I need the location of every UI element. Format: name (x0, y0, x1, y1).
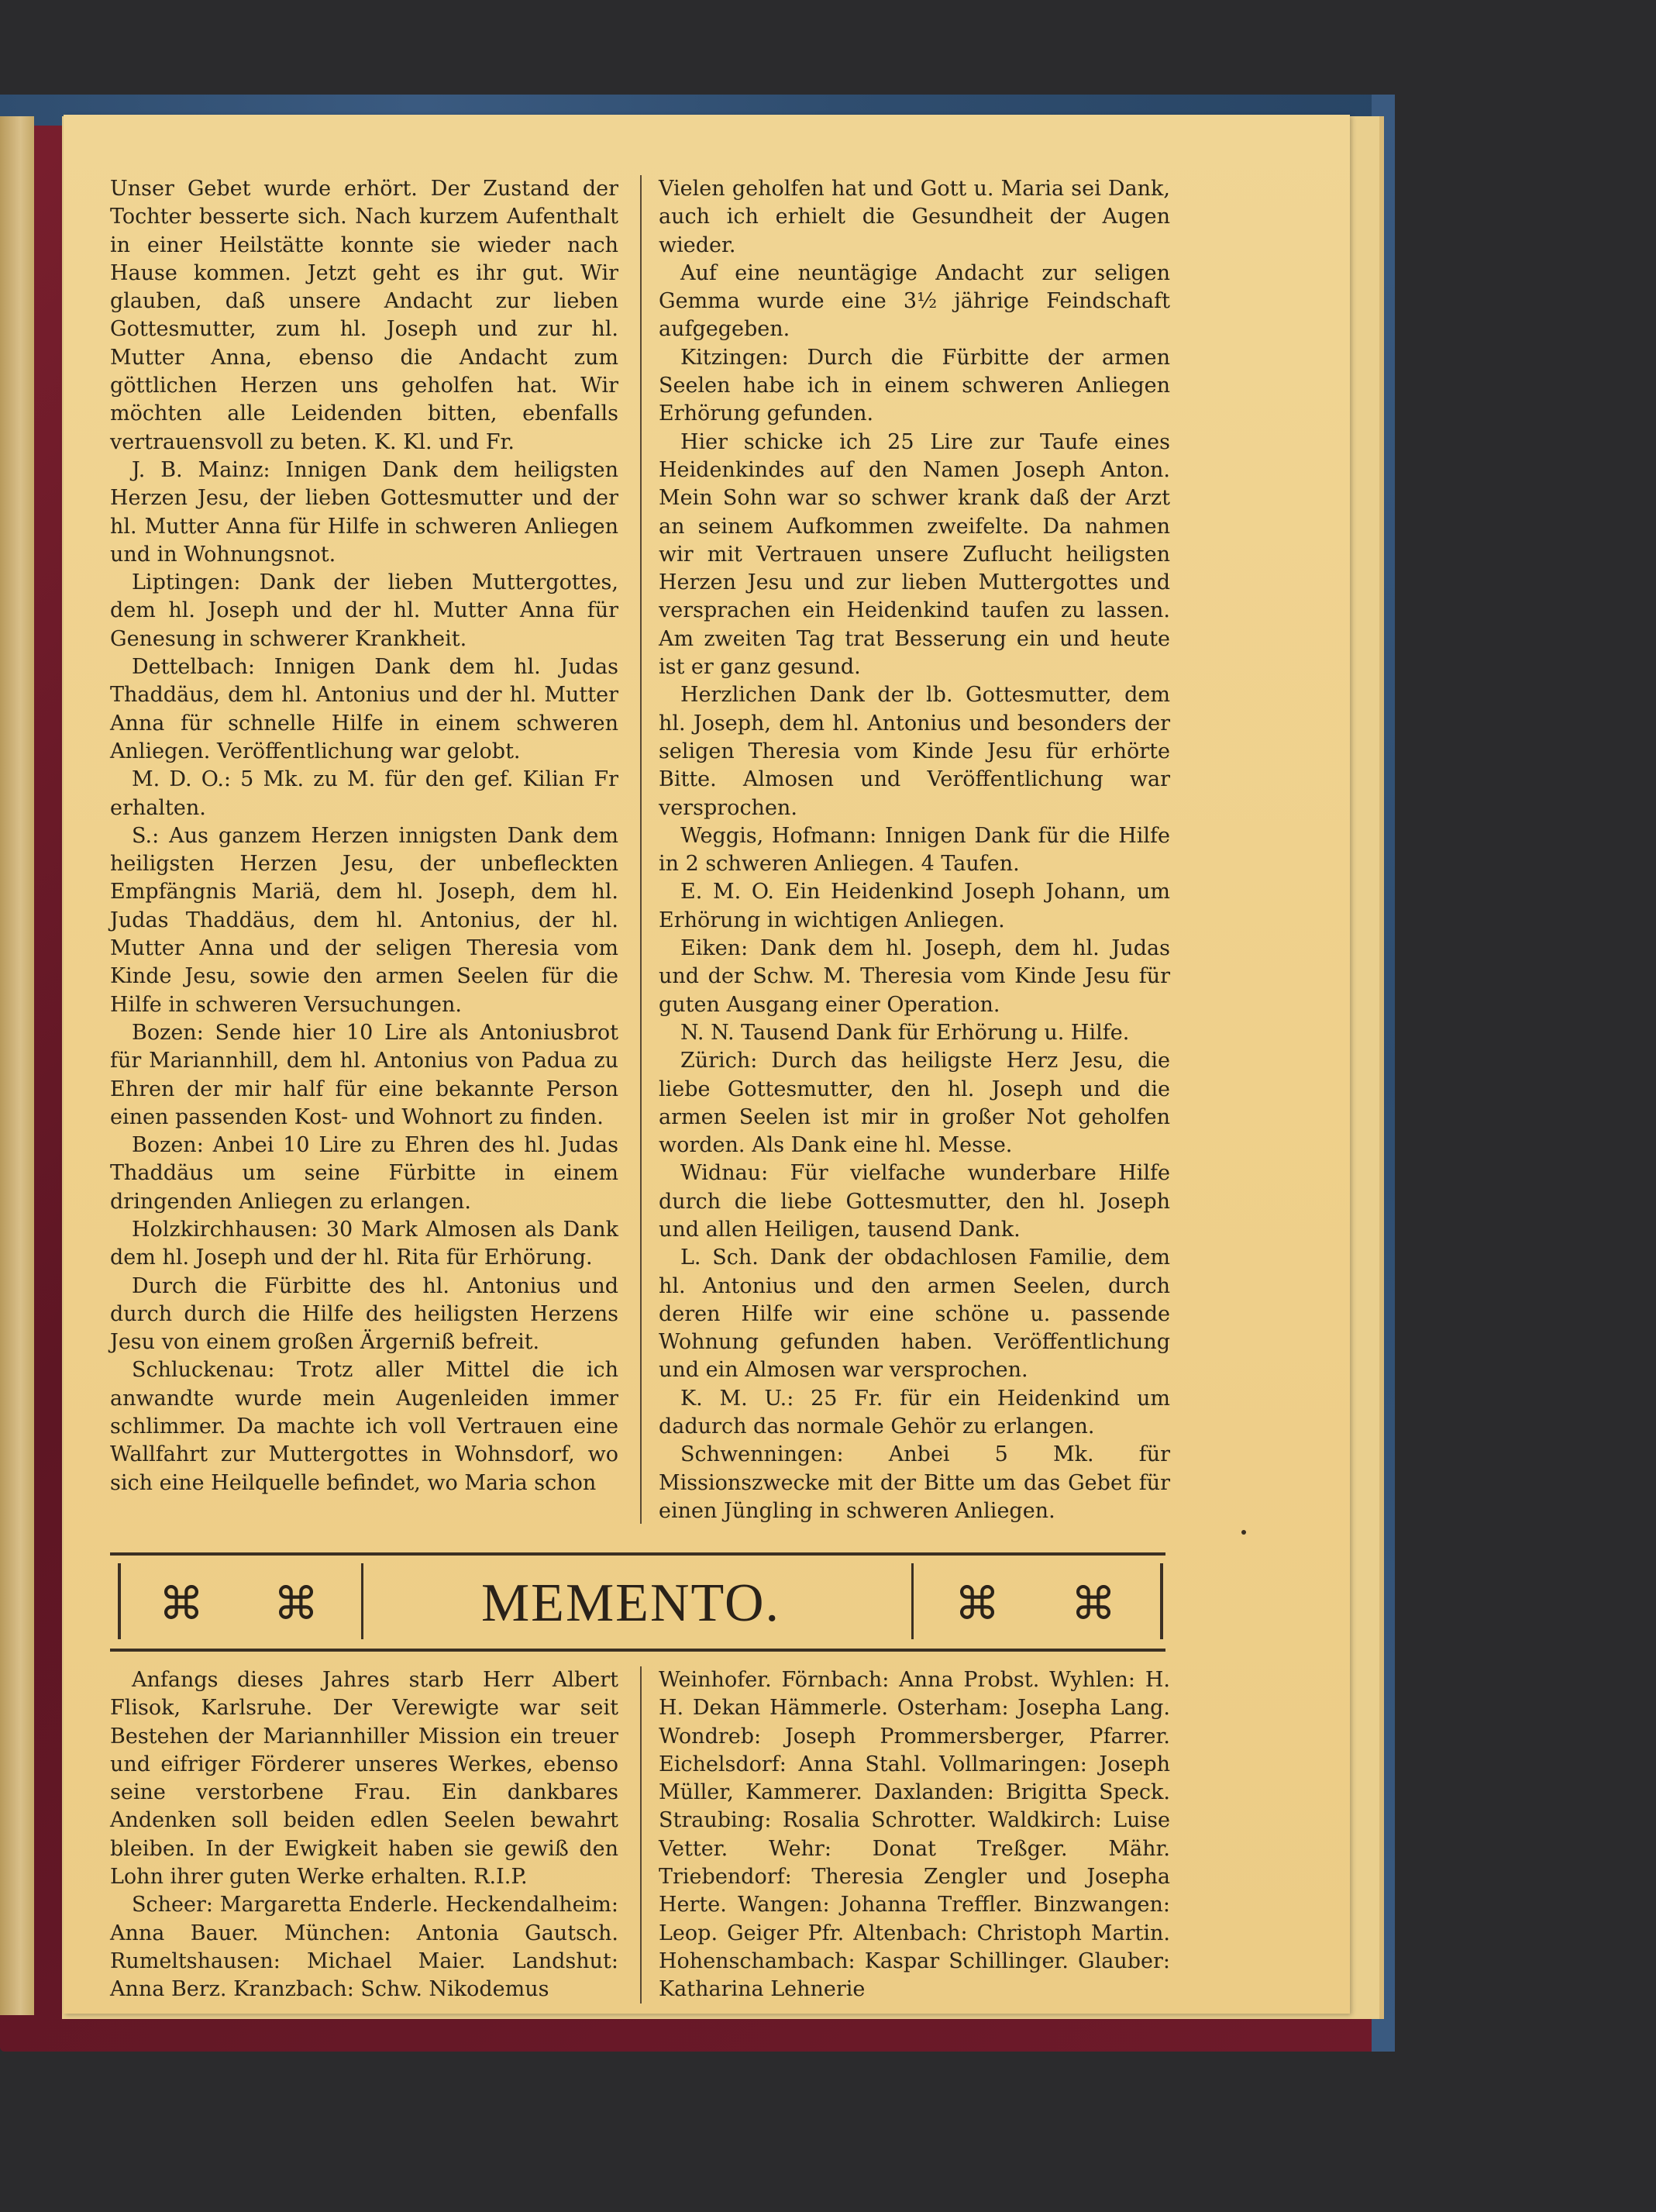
right-column (659, 175, 1170, 1525)
paragraph: Schluckenau: Trotz aller Mittel die ich anwandte wurde mein Augenleiden immer schlimmer. Da machte ich voll Vertrauen eine Wallfahrt zur Muttergottes in Wohnsdorf, wo sich eine Heilquelle befindet, wo Maria schon (110, 1358, 618, 1495)
left-column (110, 175, 618, 1497)
paragraph: E. M. O. Ein Heidenkind Joseph Johann, um Erhörung in wichtigen Anliegen. (659, 880, 1170, 932)
paragraph: Bozen: Sende hier 10 Lire als Antoniusbrot für Mariannhill, dem hl. Antonius von Padua zu Ehren der mir half für eine bekannte Person einen passenden Kost- und Wohnort zu finden. (110, 1020, 618, 1129)
clover-ornament-icon: ⌘ (274, 1577, 318, 1630)
paragraph: Dettelbach: Innigen Dank dem hl. Judas Thaddäus, dem hl. Antonius und der hl. Mutter Anna für schnelle Hilfe in einem schweren Anliegen. Veröffentlichung war gelobt. (110, 655, 618, 763)
paragraph: Holzkirchhausen: 30 Mark Almosen als Dank dem hl. Joseph und der hl. Rita für Erhörung. (110, 1217, 618, 1270)
paragraph: Kitzingen: Durch die Fürbitte der armen Seelen habe ich in einem schweren Anliegen Erhörung gefunden. (659, 345, 1170, 426)
column-divider (640, 175, 642, 1524)
memento-right-column (659, 1666, 1170, 2004)
memento-banner (110, 1552, 1165, 1652)
paragraph: Durch die Fürbitte des hl. Antonius und durch durch die Hilfe des heiligsten Herzens Jesu von einem großen Ärgerniß befreit. (110, 1273, 618, 1355)
paragraph: Schwenningen: Anbei 5 Mk. für Missionszwecke mit der Bitte um das Gebet für einen Jüngling in schweren Anliegen. (659, 1442, 1170, 1523)
paragraph: Bozen: Anbei 10 Lire zu Ehren des hl. Judas Thaddäus um seine Fürbitte in einem dringenden Anliegen zu erlangen. (110, 1133, 618, 1214)
paragraph: Auf eine neuntägige Andacht zur seligen Gemma wurde eine 3½ jährige Feindschaft aufgegeben. (659, 260, 1170, 342)
memento-right-panel (911, 1563, 1163, 1639)
paragraph: Zürich: Durch das heiligste Herz Jesu, die liebe Gottesmutter, den hl. Joseph und die armen Seelen ist mir in großer Not geholfen worden. Als Dank eine hl. Messe. (659, 1049, 1170, 1158)
previous-page-edge (0, 116, 34, 2015)
clover-ornament-icon: ⌘ (955, 1577, 1000, 1630)
paragraph: Anfangs dieses Jahres starb Herr Albert Flisok, Karlsruhe. Der Verewigte war seit Bestehen der Mariannhiller Mission ein treuer und eifriger Förderer unseres Werkes, ebenso seine verstorbene Frau. Ein dankbares Andenken soll beiden edlen Seelen bewahrt bleiben. In der Ewigkeit haben sie gewiß den Lohn ihrer guten Werke erhalten. R.I.P. (110, 1668, 618, 1890)
clover-ornament-icon: ⌘ (1071, 1577, 1116, 1630)
memento-title-panel (360, 1563, 902, 1639)
paragraph: Weggis, Hofmann: Innigen Dank für die Hilfe in 2 schweren Anliegen. 4 Taufen. (659, 823, 1170, 877)
memento-left-column (110, 1666, 618, 2004)
column-divider (640, 1666, 642, 2004)
print-speck (1241, 1530, 1246, 1535)
paragraph: Hier schicke ich 25 Lire zur Taufe eines Heidenkindes auf den Namen Joseph Anton. Mein Sohn war so schwer krank daß der Arzt an seinem Aufkommen zweifelte. Da nahmen wir mit Vertrauen unsere Zuflucht heiligsten Herzen Jesu und zur lieben Muttergottes und versprachen ein Heidenkind taufen zu lassen. Am zweiten Tag trat Besserung ein und heute ist er ganz gesund. (659, 429, 1170, 680)
paragraph: Widnau: Für vielfache wunderbare Hilfe durch die liebe Gottesmutter, den hl. Joseph und allen Heiligen, tausend Dank. (659, 1161, 1170, 1242)
paragraph: L. Sch. Dank der obdachlosen Familie, dem hl. Antonius und den armen Seelen, durch deren Hilfe wir eine schöne u. passende Wohnung gefunden haben. Veröffentlichung und ein Almosen war versprochen. (659, 1246, 1170, 1383)
paragraph: K. M. U.: 25 Fr. für ein Heidenkind um dadurch das normale Gehör zu erlangen. (659, 1386, 1170, 1439)
paragraph: J. B. Mainz: Innigen Dank dem heiligsten Herzen Jesu, der lieben Gottesmutter und der hl. Mutter Anna für Hilfe in schweren Anliegen und in Wohnungsnot. (110, 457, 618, 567)
paragraph: Liptingen: Dank der lieben Muttergottes, dem hl. Joseph und der hl. Mutter Anna für Genesung in schwerer Krankheit. (110, 570, 618, 651)
paragraph: N. N. Tausend Dank für Erhörung u. Hilfe. (680, 1020, 1130, 1045)
paragraph: M. D. O.: 5 Mk. zu M. für den gef. Kilian Fr erhalten. (110, 767, 618, 820)
paragraph: Scheer: Margaretta Enderle. Heckendalheim: Anna Bauer. München: Antonia Gautsch. Rumeltshausen: Michael Maier. Landshut: Anna Berz. Kranzbach: Schw. Nikodemus (110, 1893, 618, 2002)
paragraph: Vielen geholfen hat und Gott u. Maria sei Dank, auch ich erhielt die Gesundheit der Augen wieder. (659, 177, 1170, 257)
paragraph: Herzlichen Dank der lb. Gottesmutter, dem hl. Joseph, dem hl. Antonius und besonders der seligen Theresia vom Kinde Jesu für erhörte Bitte. Almosen und Veröffentlichung war versprochen. (659, 683, 1170, 820)
memento-left-panel (118, 1563, 363, 1639)
memento-title: MEMENTO. (480, 1573, 781, 1633)
clover-ornament-icon: ⌘ (159, 1577, 204, 1630)
paragraph: Unser Gebet wurde erhört. Der Zustand der Tochter besserte sich. Nach kurzem Aufenthalt in einer Heilstätte konnte sie wieder nach Hause kommen. Jetzt geht es ihr gut. Wir glauben, daß unsere Andacht zur lieben Gottesmutter, zum hl. Joseph und zur hl. Mutter Anna, ebenso die Andacht zum göttlichen Herzen uns geholfen hat. Wir möchten alle Leidenden bitten, ebenfalls vertrauensvoll zu beten. K. Kl. und Fr. (110, 177, 618, 454)
paragraph: S.: Aus ganzem Herzen innigsten Dank dem heiligsten Herzen Jesu, der unbefleckten Empfängnis Mariä, dem hl. Joseph, dem hl. Judas Thaddäus, dem hl. Antonius, der hl. Mutter Anna und der seligen Theresia vom Kinde Jesu, sowie den armen Seelen für die Hilfe in schweren Versuchungen. (110, 823, 618, 1017)
paragraph: Weinhofer. Förnbach: Anna Probst. Wyhlen: H. H. Dekan Hämmerle. Osterham: Josepha Lang. Wondreb: Joseph Prommersberger, Pfarrer. Eichelsdorf: Anna Stahl. Vollmaringen: Joseph Müller, Kammerer. Daxlanden: Brigitta Speck. Straubing: Rosalia Schrotter. Waldkirch: Luise Vetter. Wehr: Donat Treßger. Mähr. Triebendorf: Theresia Zengler und Josepha Herte. Wangen: Johanna Treffler. Binzwangen: Leop. Geiger Pfr. Altenbach: Christoph Martin. Hohenschambach: Kaspar Schillinger. Glauber: Katharina Lehnerie (659, 1668, 1170, 2002)
paragraph: Eiken: Dank dem hl. Joseph, dem hl. Judas und der Schw. M. Theresia vom Kinde Jesu für guten Ausgang einer Operation. (659, 936, 1170, 1017)
